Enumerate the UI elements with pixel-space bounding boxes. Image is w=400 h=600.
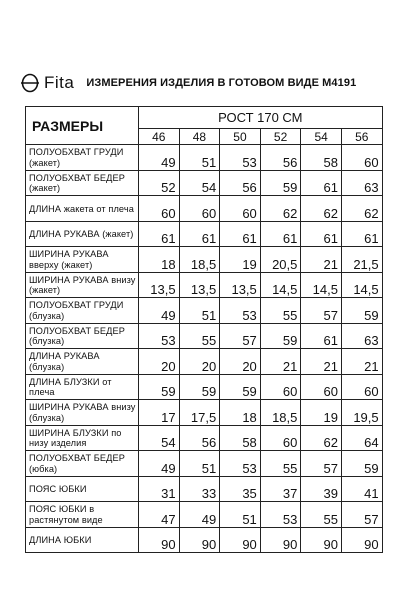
measurement-value: 61 xyxy=(139,221,180,247)
measurement-value: 53 xyxy=(139,323,180,349)
measurement-value: 61 xyxy=(301,221,342,247)
measurement-value: 52 xyxy=(139,170,180,196)
table-row xyxy=(26,425,383,451)
measurement-value: 51 xyxy=(179,298,220,324)
measurement-value: 60 xyxy=(179,196,220,222)
table-row xyxy=(26,221,383,247)
measurement-value: 60 xyxy=(260,425,301,451)
measurement-value: 60 xyxy=(341,374,382,400)
measurement-value: 62 xyxy=(260,196,301,222)
measurement-value: 31 xyxy=(139,476,180,502)
measurement-value: 60 xyxy=(139,196,180,222)
size-chart-table xyxy=(25,106,383,553)
measurement-value: 18,5 xyxy=(260,400,301,426)
measurement-value: 51 xyxy=(179,145,220,171)
table-row xyxy=(26,476,383,502)
measurement-value: 90 xyxy=(341,527,382,553)
measurement-value: 53 xyxy=(260,502,301,528)
measurement-label: ШИРИНА РУКАВА внизу (жакет) xyxy=(26,272,139,298)
measurement-value: 49 xyxy=(139,145,180,171)
size-column-header: 54 xyxy=(301,129,342,145)
table-row xyxy=(26,272,383,298)
measurement-label: ДЛИНА жакета от плеча xyxy=(26,196,139,222)
measurement-label: ДЛИНА РУКАВА (блузка) xyxy=(26,349,139,375)
size-column-header: 52 xyxy=(260,129,301,145)
measurement-value: 59 xyxy=(341,451,382,477)
measurement-value: 14,5 xyxy=(341,272,382,298)
measurement-value: 21 xyxy=(341,349,382,375)
measurement-value: 63 xyxy=(341,170,382,196)
measurement-value: 56 xyxy=(179,425,220,451)
measurement-value: 90 xyxy=(179,527,220,553)
table-row xyxy=(26,400,383,426)
table-row xyxy=(26,323,383,349)
measurement-value: 59 xyxy=(179,374,220,400)
measurement-value: 14,5 xyxy=(260,272,301,298)
measurement-value: 51 xyxy=(220,502,261,528)
measurement-label: ПОЛУОБХВАТ БЕДЕР (блузка) xyxy=(26,323,139,349)
measurement-value: 90 xyxy=(301,527,342,553)
measurement-label: ПОЯС ЮБКИ в растянутом виде xyxy=(26,502,139,528)
measurement-value: 58 xyxy=(301,145,342,171)
measurement-value: 19 xyxy=(301,400,342,426)
measurement-value: 39 xyxy=(301,476,342,502)
fita-logo-icon xyxy=(20,73,40,93)
measurement-label: ШИРИНА БЛУЗКИ по низу изделия xyxy=(26,425,139,451)
measurement-label: ДЛИНА БЛУЗКИ от плеча xyxy=(26,374,139,400)
measurement-value: 55 xyxy=(260,451,301,477)
measurement-value: 59 xyxy=(220,374,261,400)
measurement-label: ПОЯС ЮБКИ xyxy=(26,476,139,502)
measurement-value: 60 xyxy=(220,196,261,222)
sizes-header: РАЗМЕРЫ xyxy=(26,107,139,145)
measurement-value: 61 xyxy=(220,221,261,247)
table-row xyxy=(26,247,383,273)
measurement-value: 61 xyxy=(179,221,220,247)
measurement-value: 21 xyxy=(260,349,301,375)
table-row xyxy=(26,349,383,375)
measurement-value: 18 xyxy=(220,400,261,426)
size-column-header: 50 xyxy=(220,129,261,145)
measurement-label: ПОЛУОБХВАТ ГРУДИ (блузка) xyxy=(26,298,139,324)
size-column-header: 56 xyxy=(341,129,382,145)
measurement-value: 59 xyxy=(260,170,301,196)
size-column-header: 48 xyxy=(179,129,220,145)
measurement-value: 19 xyxy=(220,247,261,273)
measurement-value: 64 xyxy=(341,425,382,451)
table-header-row xyxy=(26,107,383,129)
logo-text: Fita xyxy=(44,73,75,92)
measurement-value: 41 xyxy=(341,476,382,502)
measurement-value: 59 xyxy=(260,323,301,349)
measurement-value: 49 xyxy=(179,502,220,528)
table-row xyxy=(26,502,383,528)
measurement-value: 62 xyxy=(301,196,342,222)
measurement-value: 20 xyxy=(179,349,220,375)
measurement-value: 58 xyxy=(220,425,261,451)
measurement-value: 55 xyxy=(260,298,301,324)
measurement-value: 47 xyxy=(139,502,180,528)
measurement-value: 61 xyxy=(301,170,342,196)
measurement-value: 63 xyxy=(341,323,382,349)
measurement-value: 61 xyxy=(341,221,382,247)
measurement-value: 18 xyxy=(139,247,180,273)
measurement-value: 49 xyxy=(139,451,180,477)
table-row xyxy=(26,170,383,196)
brand-logo xyxy=(20,73,74,93)
measurement-value: 53 xyxy=(220,451,261,477)
measurement-value: 35 xyxy=(220,476,261,502)
measurement-value: 59 xyxy=(139,374,180,400)
measurement-value: 37 xyxy=(260,476,301,502)
size-column-header: 46 xyxy=(139,129,180,145)
measurement-value: 54 xyxy=(139,425,180,451)
measurement-value: 20 xyxy=(139,349,180,375)
table-row xyxy=(26,298,383,324)
measurement-value: 59 xyxy=(341,298,382,324)
measurement-label: ДЛИНА РУКАВА (жакет) xyxy=(26,221,139,247)
measurement-value: 20 xyxy=(220,349,261,375)
measurement-value: 57 xyxy=(341,502,382,528)
measurement-value: 56 xyxy=(220,170,261,196)
measurement-value: 55 xyxy=(301,502,342,528)
measurement-value: 13,5 xyxy=(220,272,261,298)
measurement-value: 60 xyxy=(260,374,301,400)
measurement-value: 21,5 xyxy=(341,247,382,273)
measurement-value: 21 xyxy=(301,247,342,273)
measurement-value: 13,5 xyxy=(179,272,220,298)
measurement-value: 53 xyxy=(220,145,261,171)
table-row xyxy=(26,196,383,222)
measurement-value: 57 xyxy=(220,323,261,349)
measurement-value: 90 xyxy=(220,527,261,553)
measurement-value: 57 xyxy=(301,298,342,324)
measurement-value: 57 xyxy=(301,451,342,477)
table-row xyxy=(26,374,383,400)
measurement-value: 17 xyxy=(139,400,180,426)
table-row xyxy=(26,145,383,171)
measurement-value: 18,5 xyxy=(179,247,220,273)
measurement-value: 61 xyxy=(260,221,301,247)
measurement-label: ПОЛУОБХВАТ БЕДЕР (юбка) xyxy=(26,451,139,477)
measurement-value: 21 xyxy=(301,349,342,375)
measurement-value: 90 xyxy=(260,527,301,553)
measurement-value: 51 xyxy=(179,451,220,477)
page-title: ИЗМЕРЕНИЯ ИЗДЕЛИЯ В ГОТОВОМ ВИДЕ М4191 xyxy=(86,77,357,89)
measurement-value: 19,5 xyxy=(341,400,382,426)
measurement-value: 20,5 xyxy=(260,247,301,273)
measurement-value: 62 xyxy=(301,425,342,451)
measurement-value: 90 xyxy=(139,527,180,553)
measurement-label: ПОЛУОБХВАТ БЕДЕР (жакет) xyxy=(26,170,139,196)
measurement-label: ДЛИНА ЮБКИ xyxy=(26,527,139,553)
measurement-value: 54 xyxy=(179,170,220,196)
measurement-value: 62 xyxy=(341,196,382,222)
measurement-label: ШИРИНА РУКАВА вверху (жакет) xyxy=(26,247,139,273)
table-row xyxy=(26,527,383,553)
measurement-value: 17,5 xyxy=(179,400,220,426)
growth-header: РОСТ 170 СМ xyxy=(139,107,383,129)
measurement-value: 14,5 xyxy=(301,272,342,298)
measurement-value: 55 xyxy=(179,323,220,349)
table-row xyxy=(26,451,383,477)
measurement-value: 33 xyxy=(179,476,220,502)
measurement-label: ШИРИНА РУКАВА внизу (блузка) xyxy=(26,400,139,426)
measurement-value: 56 xyxy=(260,145,301,171)
measurement-value: 13,5 xyxy=(139,272,180,298)
measurement-value: 60 xyxy=(301,374,342,400)
measurement-value: 53 xyxy=(220,298,261,324)
measurement-value: 49 xyxy=(139,298,180,324)
measurement-value: 61 xyxy=(301,323,342,349)
page-header xyxy=(20,71,380,95)
measurement-value: 60 xyxy=(341,145,382,171)
measurement-label: ПОЛУОБХВАТ ГРУДИ (жакет) xyxy=(26,145,139,171)
